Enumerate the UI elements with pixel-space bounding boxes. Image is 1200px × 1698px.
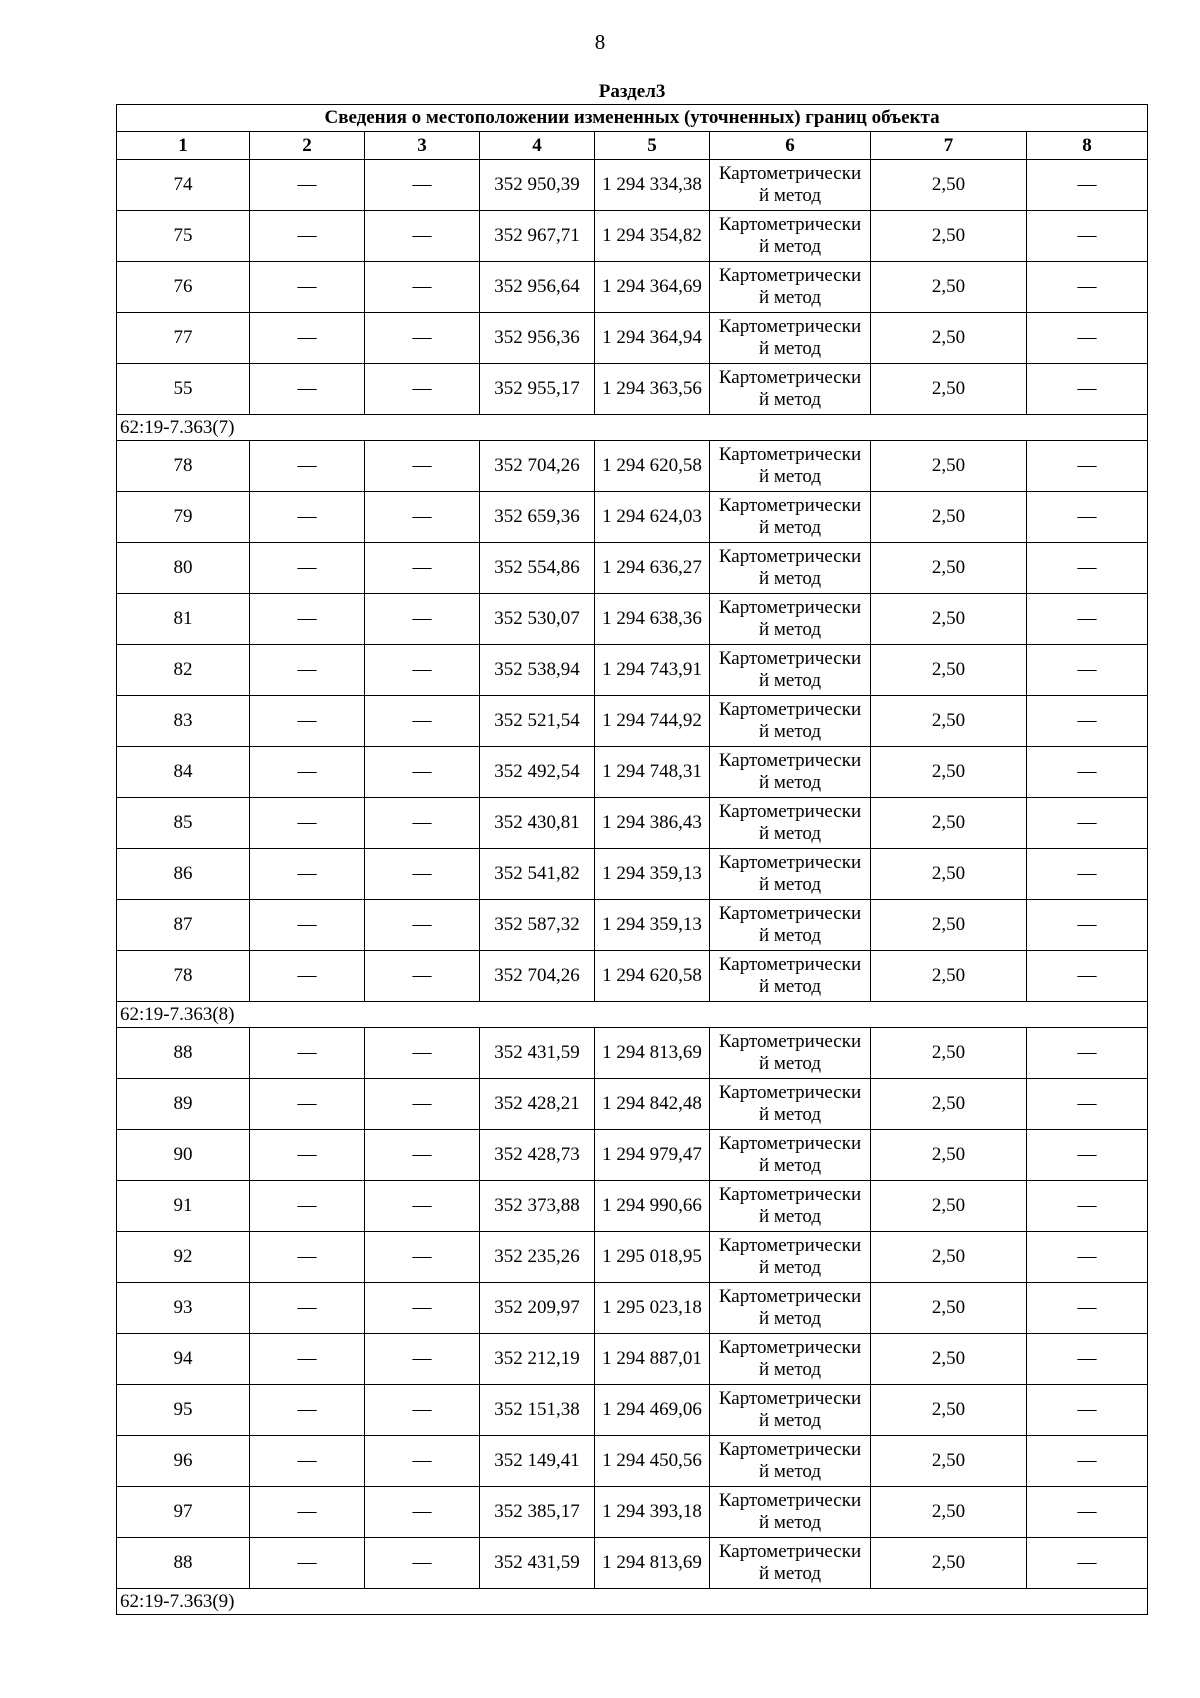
- cell-col-8: —: [1027, 1487, 1148, 1538]
- cell-col-3: —: [365, 849, 480, 900]
- table-row: [117, 900, 1148, 951]
- table-row: [117, 1436, 1148, 1487]
- cell-col-3: —: [365, 313, 480, 364]
- cell-col-3: —: [365, 1538, 480, 1589]
- method: [710, 1181, 871, 1232]
- column-header-1: 1: [117, 132, 250, 160]
- coordinate-y: 1 294 842,48: [595, 1079, 710, 1130]
- method: [710, 594, 871, 645]
- table-row: [117, 543, 1148, 594]
- coordinate-y: 1 294 638,36: [595, 594, 710, 645]
- method-text: Картометрический метод: [718, 1235, 862, 1278]
- method-text: Картометрический метод: [718, 1133, 862, 1176]
- accuracy: 2,50: [871, 1334, 1027, 1385]
- table-row: [117, 1487, 1148, 1538]
- method-text: Картометрический метод: [718, 367, 862, 410]
- cell-col-2: —: [250, 747, 365, 798]
- cell-col-2: —: [250, 313, 365, 364]
- accuracy: 2,50: [871, 849, 1027, 900]
- coordinate-y: 1 294 620,58: [595, 441, 710, 492]
- point-number: 85: [117, 798, 250, 849]
- method-text: Картометрический метод: [718, 495, 862, 538]
- coordinate-y: 1 294 887,01: [595, 1334, 710, 1385]
- cell-col-2: —: [250, 1334, 365, 1385]
- method: [710, 441, 871, 492]
- table-row: [117, 1028, 1148, 1079]
- cell-col-3: —: [365, 1283, 480, 1334]
- coordinate-y: 1 294 620,58: [595, 951, 710, 1002]
- coordinate-y: 1 294 393,18: [595, 1487, 710, 1538]
- cell-col-8: —: [1027, 441, 1148, 492]
- accuracy: 2,50: [871, 1130, 1027, 1181]
- accuracy: 2,50: [871, 1028, 1027, 1079]
- cell-col-8: —: [1027, 849, 1148, 900]
- table-row: [117, 262, 1148, 313]
- table-body: [117, 160, 1148, 1615]
- cell-col-2: —: [250, 211, 365, 262]
- method-text: Картометрический метод: [718, 316, 862, 359]
- method: [710, 900, 871, 951]
- cell-col-3: —: [365, 441, 480, 492]
- method-text: Картометрический метод: [718, 265, 862, 308]
- table-row: [117, 1334, 1148, 1385]
- cell-col-8: —: [1027, 543, 1148, 594]
- method-text: Картометрический метод: [718, 750, 862, 793]
- cell-col-2: —: [250, 160, 365, 211]
- table-row: [117, 849, 1148, 900]
- point-number: 77: [117, 313, 250, 364]
- table-row: [117, 1130, 1148, 1181]
- cell-col-3: —: [365, 1334, 480, 1385]
- point-number: 88: [117, 1538, 250, 1589]
- table-row: [117, 492, 1148, 543]
- method: [710, 543, 871, 594]
- cell-col-2: —: [250, 1130, 365, 1181]
- cell-col-2: —: [250, 1385, 365, 1436]
- cell-col-2: —: [250, 696, 365, 747]
- point-number: 93: [117, 1283, 250, 1334]
- cell-col-2: —: [250, 543, 365, 594]
- table-row: [117, 645, 1148, 696]
- cell-col-8: —: [1027, 1436, 1148, 1487]
- parcel-group-label: 62:19-7.363(7): [117, 415, 1148, 441]
- cell-col-3: —: [365, 1130, 480, 1181]
- method-text: Картометрический метод: [718, 1031, 862, 1074]
- point-number: 79: [117, 492, 250, 543]
- point-number: 80: [117, 543, 250, 594]
- coordinate-x: 352 967,71: [480, 211, 595, 262]
- column-header-3: 3: [365, 132, 480, 160]
- accuracy: 2,50: [871, 492, 1027, 543]
- coordinate-x: 352 428,73: [480, 1130, 595, 1181]
- cell-col-2: —: [250, 1028, 365, 1079]
- coordinate-x: 352 704,26: [480, 441, 595, 492]
- parcel-group-row: [117, 1002, 1148, 1028]
- accuracy: 2,50: [871, 313, 1027, 364]
- cell-col-3: —: [365, 1028, 480, 1079]
- cell-col-2: —: [250, 441, 365, 492]
- method-text: Картометрический метод: [718, 852, 862, 895]
- method: [710, 211, 871, 262]
- coordinate-y: 1 294 354,82: [595, 211, 710, 262]
- cell-col-3: —: [365, 543, 480, 594]
- coordinate-y: 1 295 023,18: [595, 1283, 710, 1334]
- cell-col-2: —: [250, 1283, 365, 1334]
- cell-col-3: —: [365, 492, 480, 543]
- cell-col-3: —: [365, 1079, 480, 1130]
- accuracy: 2,50: [871, 696, 1027, 747]
- cell-col-8: —: [1027, 798, 1148, 849]
- cell-col-3: —: [365, 364, 480, 415]
- accuracy: 2,50: [871, 747, 1027, 798]
- cell-col-2: —: [250, 262, 365, 313]
- coordinate-x: 352 950,39: [480, 160, 595, 211]
- coordinate-x: 352 430,81: [480, 798, 595, 849]
- coordinate-y: 1 295 018,95: [595, 1232, 710, 1283]
- cell-col-8: —: [1027, 492, 1148, 543]
- method: [710, 798, 871, 849]
- method: [710, 1436, 871, 1487]
- coordinate-y: 1 294 979,47: [595, 1130, 710, 1181]
- coordinate-y: 1 294 334,38: [595, 160, 710, 211]
- coordinate-x: 352 149,41: [480, 1436, 595, 1487]
- method-text: Картометрический метод: [718, 546, 862, 589]
- coordinate-y: 1 294 636,27: [595, 543, 710, 594]
- method: [710, 645, 871, 696]
- cell-col-3: —: [365, 1181, 480, 1232]
- coordinate-x: 352 541,82: [480, 849, 595, 900]
- method: [710, 1232, 871, 1283]
- method-text: Картометрический метод: [718, 1286, 862, 1329]
- column-header-4: 4: [480, 132, 595, 160]
- table-row: [117, 364, 1148, 415]
- cell-col-2: —: [250, 364, 365, 415]
- accuracy: 2,50: [871, 262, 1027, 313]
- method-text: Картометрический метод: [718, 597, 862, 640]
- method: [710, 1334, 871, 1385]
- cell-col-3: —: [365, 1487, 480, 1538]
- method: [710, 492, 871, 543]
- coordinate-x: 352 521,54: [480, 696, 595, 747]
- accuracy: 2,50: [871, 543, 1027, 594]
- coordinate-y: 1 294 990,66: [595, 1181, 710, 1232]
- cell-col-2: —: [250, 594, 365, 645]
- accuracy: 2,50: [871, 798, 1027, 849]
- point-number: 91: [117, 1181, 250, 1232]
- column-header-6: 6: [710, 132, 871, 160]
- table-row: [117, 696, 1148, 747]
- coordinate-x: 352 151,38: [480, 1385, 595, 1436]
- coordinate-x: 352 538,94: [480, 645, 595, 696]
- cell-col-2: —: [250, 1487, 365, 1538]
- parcel-group-row: [117, 415, 1148, 441]
- table-row: [117, 211, 1148, 262]
- cell-col-3: —: [365, 1385, 480, 1436]
- coordinate-x: 352 431,59: [480, 1538, 595, 1589]
- method: [710, 262, 871, 313]
- cell-col-8: —: [1027, 160, 1148, 211]
- cell-col-8: —: [1027, 1538, 1148, 1589]
- point-number: 96: [117, 1436, 250, 1487]
- method: [710, 160, 871, 211]
- cell-col-8: —: [1027, 900, 1148, 951]
- method-text: Картометрический метод: [718, 1337, 862, 1380]
- accuracy: 2,50: [871, 1436, 1027, 1487]
- cell-col-2: —: [250, 849, 365, 900]
- method: [710, 364, 871, 415]
- table-row: [117, 747, 1148, 798]
- coordinate-y: 1 294 450,56: [595, 1436, 710, 1487]
- coordinate-x: 352 587,32: [480, 900, 595, 951]
- cell-col-8: —: [1027, 364, 1148, 415]
- accuracy: 2,50: [871, 1232, 1027, 1283]
- table-row: [117, 1538, 1148, 1589]
- point-number: 89: [117, 1079, 250, 1130]
- accuracy: 2,50: [871, 951, 1027, 1002]
- coordinate-y: 1 294 624,03: [595, 492, 710, 543]
- table-row: [117, 1385, 1148, 1436]
- method: [710, 849, 871, 900]
- column-header-8: 8: [1027, 132, 1148, 160]
- table-row: [117, 594, 1148, 645]
- table-row: [117, 160, 1148, 211]
- point-number: 78: [117, 951, 250, 1002]
- table-row: [117, 1079, 1148, 1130]
- parcel-group-label: 62:19-7.363(8): [117, 1002, 1148, 1028]
- coordinate-x: 352 373,88: [480, 1181, 595, 1232]
- cell-col-8: —: [1027, 747, 1148, 798]
- point-number: 87: [117, 900, 250, 951]
- column-header-5: 5: [595, 132, 710, 160]
- table-row: [117, 441, 1148, 492]
- accuracy: 2,50: [871, 594, 1027, 645]
- coordinate-x: 352 956,64: [480, 262, 595, 313]
- point-number: 76: [117, 262, 250, 313]
- point-number: 82: [117, 645, 250, 696]
- cell-col-2: —: [250, 1538, 365, 1589]
- point-number: 90: [117, 1130, 250, 1181]
- cell-col-2: —: [250, 1232, 365, 1283]
- coordinate-y: 1 294 469,06: [595, 1385, 710, 1436]
- method: [710, 1538, 871, 1589]
- method-text: Картометрический метод: [718, 954, 862, 997]
- coordinate-y: 1 294 364,69: [595, 262, 710, 313]
- method: [710, 1079, 871, 1130]
- accuracy: 2,50: [871, 1079, 1027, 1130]
- accuracy: 2,50: [871, 900, 1027, 951]
- parcel-group-row: [117, 1589, 1148, 1615]
- accuracy: 2,50: [871, 364, 1027, 415]
- cell-col-3: —: [365, 594, 480, 645]
- coordinate-y: 1 294 359,13: [595, 849, 710, 900]
- method-text: Картометрический метод: [718, 1439, 862, 1482]
- accuracy: 2,50: [871, 1283, 1027, 1334]
- method-text: Картометрический метод: [718, 444, 862, 487]
- cell-col-8: —: [1027, 1283, 1148, 1334]
- cell-col-3: —: [365, 1436, 480, 1487]
- cell-col-2: —: [250, 798, 365, 849]
- method: [710, 951, 871, 1002]
- table-row: [117, 1181, 1148, 1232]
- accuracy: 2,50: [871, 1538, 1027, 1589]
- cell-col-2: —: [250, 1181, 365, 1232]
- coordinate-x: 352 659,36: [480, 492, 595, 543]
- cell-col-3: —: [365, 211, 480, 262]
- cell-col-3: —: [365, 1232, 480, 1283]
- method-text: Картометрический метод: [718, 1388, 862, 1431]
- section-label: Раздел3: [117, 80, 1148, 105]
- cell-col-8: —: [1027, 594, 1148, 645]
- table-row: [117, 951, 1148, 1002]
- coordinate-x: 352 212,19: [480, 1334, 595, 1385]
- cell-col-3: —: [365, 798, 480, 849]
- method-text: Картометрический метод: [718, 699, 862, 742]
- parcel-group-label: 62:19-7.363(9): [117, 1589, 1148, 1615]
- coordinate-y: 1 294 813,69: [595, 1028, 710, 1079]
- coordinate-y: 1 294 363,56: [595, 364, 710, 415]
- point-number: 88: [117, 1028, 250, 1079]
- method: [710, 1028, 871, 1079]
- cell-col-8: —: [1027, 313, 1148, 364]
- point-number: 92: [117, 1232, 250, 1283]
- accuracy: 2,50: [871, 1385, 1027, 1436]
- cell-col-2: —: [250, 645, 365, 696]
- coordinate-y: 1 294 364,94: [595, 313, 710, 364]
- method-text: Картометрический метод: [718, 214, 862, 257]
- method: [710, 1385, 871, 1436]
- coordinate-x: 352 492,54: [480, 747, 595, 798]
- cell-col-8: —: [1027, 1079, 1148, 1130]
- cell-col-3: —: [365, 160, 480, 211]
- column-header-7: 7: [871, 132, 1027, 160]
- method: [710, 1130, 871, 1181]
- point-number: 86: [117, 849, 250, 900]
- method-text: Картометрический метод: [718, 1184, 862, 1227]
- point-number: 97: [117, 1487, 250, 1538]
- point-number: 94: [117, 1334, 250, 1385]
- coordinate-x: 352 209,97: [480, 1283, 595, 1334]
- point-number: 84: [117, 747, 250, 798]
- method: [710, 1283, 871, 1334]
- cell-col-2: —: [250, 492, 365, 543]
- method: [710, 696, 871, 747]
- table-title: Сведения о местоположении измененных (уточненных) границ объекта: [117, 105, 1148, 132]
- cell-col-8: —: [1027, 262, 1148, 313]
- cell-col-3: —: [365, 262, 480, 313]
- coordinate-x: 352 554,86: [480, 543, 595, 594]
- cell-col-3: —: [365, 696, 480, 747]
- cell-col-8: —: [1027, 645, 1148, 696]
- column-header-2: 2: [250, 132, 365, 160]
- coordinate-x: 352 530,07: [480, 594, 595, 645]
- column-header-row: [117, 132, 1148, 160]
- coordinate-y: 1 294 386,43: [595, 798, 710, 849]
- page-number: 8: [594, 30, 606, 54]
- point-number: 55: [117, 364, 250, 415]
- accuracy: 2,50: [871, 1181, 1027, 1232]
- coordinate-y: 1 294 748,31: [595, 747, 710, 798]
- point-number: 74: [117, 160, 250, 211]
- cell-col-8: —: [1027, 1385, 1148, 1436]
- coordinate-x: 352 428,21: [480, 1079, 595, 1130]
- method-text: Картометрический метод: [718, 1490, 862, 1533]
- cell-col-8: —: [1027, 1232, 1148, 1283]
- point-number: 78: [117, 441, 250, 492]
- method-text: Картометрический метод: [718, 903, 862, 946]
- cell-col-3: —: [365, 747, 480, 798]
- accuracy: 2,50: [871, 211, 1027, 262]
- coordinate-y: 1 294 813,69: [595, 1538, 710, 1589]
- cell-col-2: —: [250, 900, 365, 951]
- cell-col-2: —: [250, 1436, 365, 1487]
- method-text: Картометрический метод: [718, 163, 862, 206]
- point-number: 83: [117, 696, 250, 747]
- accuracy: 2,50: [871, 441, 1027, 492]
- coordinate-y: 1 294 743,91: [595, 645, 710, 696]
- method-text: Картометрический метод: [718, 801, 862, 844]
- coordinate-x: 352 385,17: [480, 1487, 595, 1538]
- coordinate-y: 1 294 744,92: [595, 696, 710, 747]
- table-row: [117, 313, 1148, 364]
- point-number: 81: [117, 594, 250, 645]
- accuracy: 2,50: [871, 160, 1027, 211]
- cell-col-8: —: [1027, 1334, 1148, 1385]
- point-number: 95: [117, 1385, 250, 1436]
- boundary-coordinates-table: [116, 80, 1148, 1615]
- coordinate-x: 352 955,17: [480, 364, 595, 415]
- cell-col-2: —: [250, 951, 365, 1002]
- cell-col-8: —: [1027, 951, 1148, 1002]
- coordinate-x: 352 956,36: [480, 313, 595, 364]
- table-row: [117, 1232, 1148, 1283]
- method: [710, 747, 871, 798]
- cell-col-2: —: [250, 1079, 365, 1130]
- table-row: [117, 1283, 1148, 1334]
- cell-col-3: —: [365, 645, 480, 696]
- cell-col-8: —: [1027, 696, 1148, 747]
- coordinate-x: 352 431,59: [480, 1028, 595, 1079]
- accuracy: 2,50: [871, 1487, 1027, 1538]
- cell-col-8: —: [1027, 211, 1148, 262]
- accuracy: 2,50: [871, 645, 1027, 696]
- cell-col-3: —: [365, 900, 480, 951]
- point-number: 75: [117, 211, 250, 262]
- coordinate-x: 352 704,26: [480, 951, 595, 1002]
- method: [710, 313, 871, 364]
- cell-col-3: —: [365, 951, 480, 1002]
- coordinate-y: 1 294 359,13: [595, 900, 710, 951]
- cell-col-8: —: [1027, 1130, 1148, 1181]
- coordinate-x: 352 235,26: [480, 1232, 595, 1283]
- cell-col-8: —: [1027, 1028, 1148, 1079]
- method: [710, 1487, 871, 1538]
- method-text: Картометрический метод: [718, 1541, 862, 1584]
- table-row: [117, 798, 1148, 849]
- method-text: Картометрический метод: [718, 648, 862, 691]
- method-text: Картометрический метод: [718, 1082, 862, 1125]
- cell-col-8: —: [1027, 1181, 1148, 1232]
